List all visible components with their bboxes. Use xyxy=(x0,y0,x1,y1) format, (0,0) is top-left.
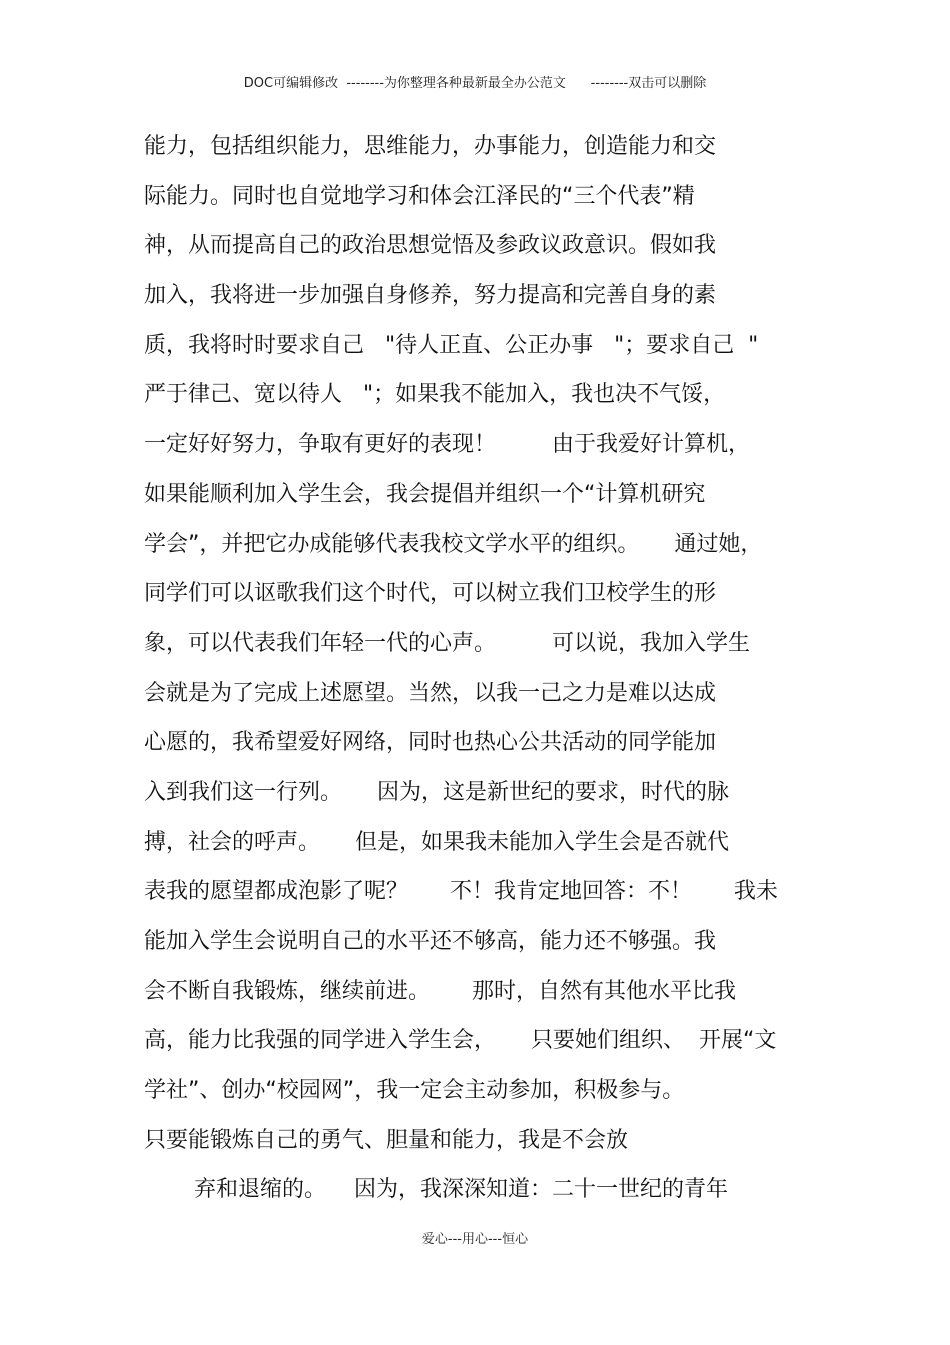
text-line: 象，可以代表我们年轻一代的心声。 可以说，我加入学生 xyxy=(144,630,750,656)
text-line: 会就是为了完成上述愿望。当然，以我一己之力是难以达成 xyxy=(144,680,717,706)
text-line: 同学们可以讴歌我们这个时代，可以树立我们卫校学生的形 xyxy=(144,581,717,607)
body-text xyxy=(144,122,824,1215)
text-line: 质，我将时时要求自己 "待人正直、公正办事 "；要求自己 " xyxy=(144,332,759,358)
text-line: 严于律己、宽以待人 "；如果我不能加入，我也决不气馁， xyxy=(144,382,726,408)
text-line: 心愿的，我希望爱好网络，同时也热心公共活动的同学能加 xyxy=(144,730,717,756)
text-line: 会不断自我锻炼，继续前进。 那时，自然有其他水平比我 xyxy=(144,978,736,1004)
text-line: 高，能力比我强的同学进入学生会， 只要她们组织、 开展“文 xyxy=(144,1028,777,1054)
text-line: 搏，社会的呼声。 但是，如果我未能加入学生会是否就代 xyxy=(144,829,729,855)
text-line: 一定好好努力，争取有更好的表现！ 由于我爱好计算机， xyxy=(144,432,750,458)
text-line: 学会”，并把它办成能够代表我校文学水平的组织。 通过她， xyxy=(144,531,763,557)
page-footer: 爱心---用心---恒心 xyxy=(421,1232,529,1247)
text-line: 如果能顺利加入学生会，我会提倡并组织一个“计算机研究 xyxy=(144,481,706,507)
text-line: 际能力。同时也自觉地学习和体会江泽民的“三个代表”精 xyxy=(144,183,695,209)
text-line: 学社”、创办“校园网”，我一定会主动参加，积极参与。 xyxy=(144,1078,685,1104)
text-line: 加入，我将进一步加强自身修养，努力提高和完善自身的素 xyxy=(144,283,717,309)
page-header: DOC可编辑修改 --------为你整理各种最新最全办公范文 --------双击可以删除 xyxy=(243,76,707,91)
text-line: 只要能锻炼自己的勇气、胆量和能力，我是不会放 xyxy=(144,1127,629,1153)
text-line: 入到我们这一行列。 因为，这是新世纪的要求，时代的脉 xyxy=(144,779,729,805)
text-line-indented: 弃和退缩的。 因为，我深深知道：二十一世纪的青年 xyxy=(194,1177,728,1203)
text-line: 能力，包括组织能力，思维能力，办事能力，创造能力和交 xyxy=(144,134,717,159)
text-line: 表我的愿望都成泡影了呢？ 不！我肯定地回答：不！ 我未 xyxy=(144,879,778,905)
text-line: 能加入学生会说明自己的水平还不够高，能力还不够强。我 xyxy=(144,929,717,954)
text-line: 神，从而提高自己的政治思想觉悟及参政议政意识。假如我 xyxy=(144,233,717,259)
